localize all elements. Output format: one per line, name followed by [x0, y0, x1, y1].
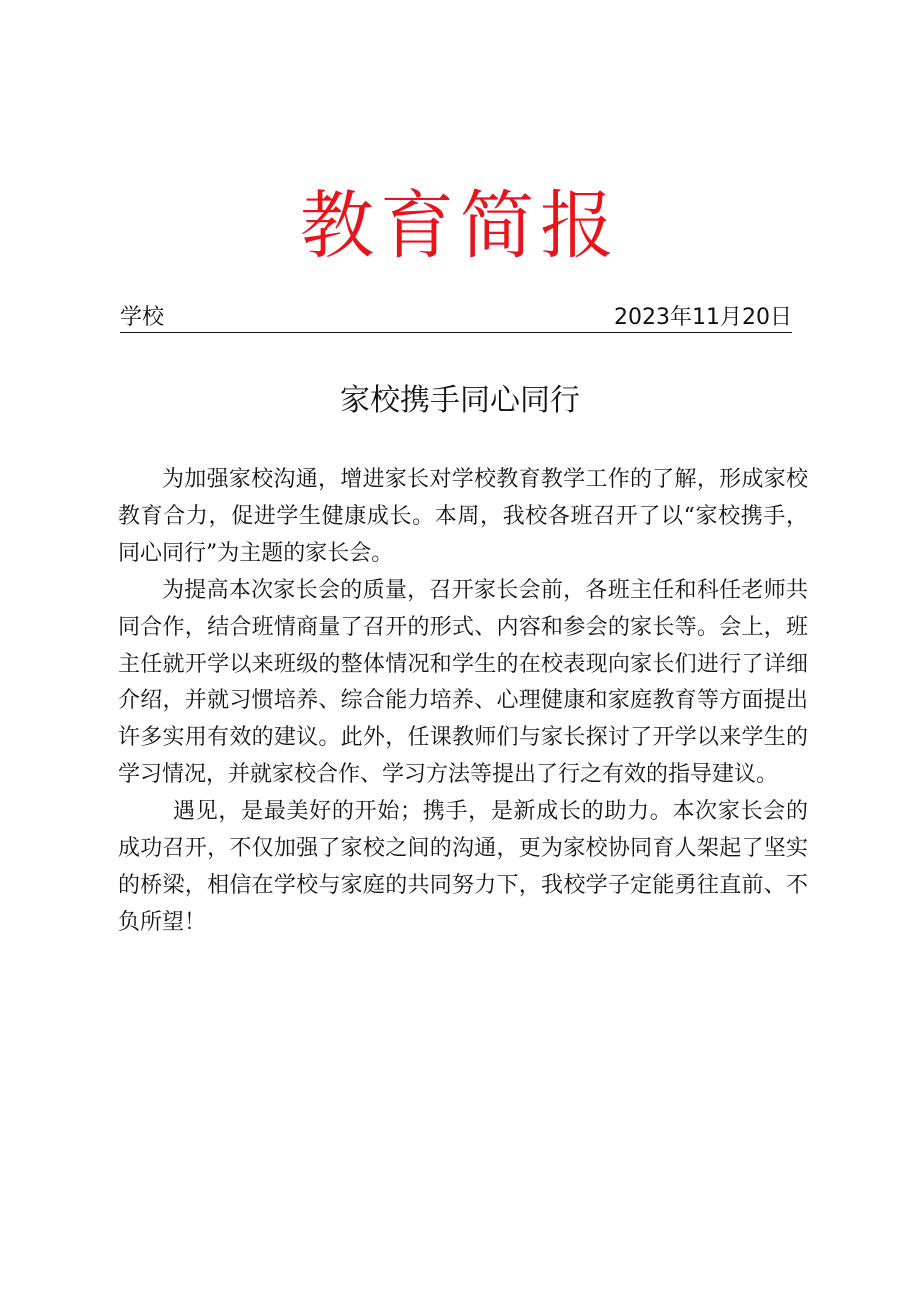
- meta-line: [120, 304, 792, 333]
- newsletter-masthead: 教育简报: [300, 183, 620, 269]
- article-paragraph: 为提高本次家长会的质量，召开家长会前，各班主任和科任老师共同合作，结合班情商量了召开的形式、内容和参会的家长等。会上，班主任就开学以来班级的整体情况和学生的在校表现向家长们进行了详细介绍，并就习惯培养、综合能力培养、心理健康和家庭教育等方面提出许多实用有效的建议。此外，任课教师们与家长探讨了开学以来学生的学习情况，并就家校合作、学习方法等提出了行之有效的指导建议。: [118, 577, 808, 788]
- article-body: [118, 462, 808, 942]
- school-label: 学校: [120, 305, 165, 330]
- article-title: 家校携手同心同行: [340, 383, 580, 418]
- article-paragraph: 为加强家校沟通，增进家长对学校教育教学工作的了解，形成家校教育合力，促进学生健康成长。本周，我校各班召开了以“家校携手，同心同行”为主题的家长会。: [118, 467, 808, 566]
- article-paragraph: 遇见，是最美好的开始；携手，是新成长的助力。本次家长会的成功召开，不仅加强了家校之间的沟通，更为家校协同育人架起了坚实的桥梁，相信在学校与家庭的共同努力下，我校学子定能勇往直前、不负所望！: [118, 799, 808, 935]
- issue-date: 2023年11月20日: [614, 305, 792, 330]
